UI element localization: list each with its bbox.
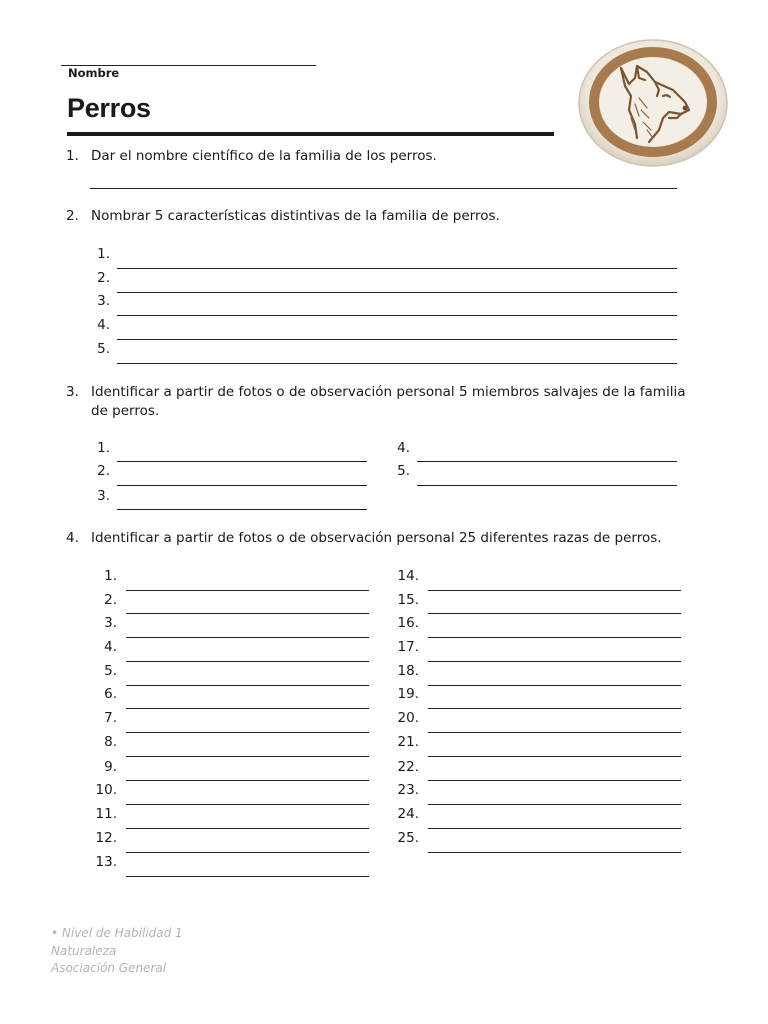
q4-item-number: 12. — [95, 830, 117, 846]
q4-item-number: 5. — [104, 663, 117, 679]
answer-line-q2[interactable] — [117, 268, 677, 269]
q4-item-number: 22. — [397, 759, 419, 775]
q4-item-number: 17. — [397, 639, 419, 655]
q4-item-number: 8. — [104, 734, 117, 750]
q3-item-number: 2. — [97, 463, 110, 479]
footer-category: Naturaleza — [51, 943, 117, 958]
q4-item-number: 3. — [104, 615, 117, 631]
answer-line-q4[interactable] — [126, 590, 369, 591]
answer-line-q4[interactable] — [126, 732, 369, 733]
q4-item-number: 1. — [104, 568, 117, 584]
q4-item-number: 9. — [104, 759, 117, 775]
answer-line-q4[interactable] — [126, 637, 369, 638]
q3-item-number: 5. — [397, 463, 410, 479]
title-divider — [67, 132, 554, 136]
q4-item-number: 10. — [95, 782, 117, 798]
question-1-text: Dar el nombre científico de la familia de los perros. — [91, 148, 437, 164]
q3-item-number: 4. — [397, 440, 410, 456]
answer-line-q4[interactable] — [126, 613, 369, 614]
q4-item-number: 11. — [95, 806, 117, 822]
question-2-number: 2. — [66, 208, 79, 224]
answer-line-q4[interactable] — [126, 852, 369, 853]
answer-line-q4[interactable] — [126, 685, 369, 686]
answer-line-q4[interactable] — [126, 708, 369, 709]
question-3-number: 3. — [66, 384, 79, 400]
footer-level: • Nivel de Habilidad 1 — [51, 926, 183, 940]
answer-line-q4[interactable] — [428, 756, 681, 757]
answer-line-q4[interactable] — [428, 590, 681, 591]
dog-head-badge-icon — [577, 38, 729, 168]
answer-line-q4[interactable] — [428, 685, 681, 686]
answer-line-q4[interactable] — [428, 780, 681, 781]
answer-line-q3[interactable] — [417, 461, 677, 462]
answer-line-q3[interactable] — [117, 461, 367, 462]
answer-line-q4[interactable] — [428, 613, 681, 614]
q4-item-number: 7. — [104, 710, 117, 726]
answer-line-q4[interactable] — [428, 804, 681, 805]
question-3-text-line1: Identificar a partir de fotos o de observación personal 5 miembros salvajes de la familia — [91, 384, 686, 400]
q2-item-number: 2. — [97, 270, 110, 286]
q4-item-number: 13. — [95, 854, 117, 870]
footer-info — [51, 925, 183, 978]
q4-item-number: 21. — [397, 734, 419, 750]
q4-item-number: 18. — [397, 663, 419, 679]
q4-item-number: 24. — [397, 806, 419, 822]
answer-line-q2[interactable] — [117, 339, 677, 340]
question-4-number: 4. — [66, 530, 79, 546]
q4-item-number: 19. — [397, 686, 419, 702]
answer-line-q3[interactable] — [117, 485, 367, 486]
answer-line-q4[interactable] — [428, 637, 681, 638]
q4-item-number: 14. — [397, 568, 419, 584]
answer-line-q2[interactable] — [117, 363, 677, 364]
answer-line-q4[interactable] — [126, 876, 369, 877]
question-4-text: Identificar a partir de fotos o de observación personal 25 diferentes razas de perros. — [91, 530, 662, 546]
q2-item-number: 5. — [97, 341, 110, 357]
q4-item-number: 25. — [397, 830, 419, 846]
answer-line-q3[interactable] — [117, 509, 367, 510]
name-label: Nombre — [68, 66, 120, 80]
q4-item-number: 16. — [397, 615, 419, 631]
answer-line-q2[interactable] — [117, 315, 677, 316]
q2-item-number: 1. — [97, 246, 110, 262]
answer-line-q4[interactable] — [126, 804, 369, 805]
q3-item-number: 1. — [97, 440, 110, 456]
answer-line-q4[interactable] — [428, 852, 681, 853]
q4-item-number: 2. — [104, 592, 117, 608]
answer-line-q3[interactable] — [417, 485, 677, 486]
page-title: Perros — [67, 93, 151, 123]
answer-line-q4[interactable] — [126, 661, 369, 662]
answer-line-q2[interactable] — [117, 292, 677, 293]
answer-line-q4[interactable] — [428, 708, 681, 709]
answer-line-q1[interactable] — [90, 188, 677, 189]
footer-organization: Asociación General — [51, 961, 167, 975]
question-3-text-line2: de perros. — [91, 403, 160, 419]
q4-item-number: 15. — [397, 592, 419, 608]
q4-item-number: 4. — [104, 639, 117, 655]
answer-line-q4[interactable] — [428, 661, 681, 662]
question-1-number: 1. — [66, 148, 79, 164]
answer-line-q4[interactable] — [428, 828, 681, 829]
q4-item-number: 6. — [104, 686, 117, 702]
q4-item-number: 20. — [397, 710, 419, 726]
q2-item-number: 4. — [97, 317, 110, 333]
answer-line-q4[interactable] — [126, 756, 369, 757]
answer-line-q4[interactable] — [126, 780, 369, 781]
answer-line-q4[interactable] — [126, 828, 369, 829]
answer-line-q4[interactable] — [428, 732, 681, 733]
q3-item-number: 3. — [97, 488, 110, 504]
question-2-text: Nombrar 5 características distintivas de la familia de perros. — [91, 208, 500, 224]
q2-item-number: 3. — [97, 293, 110, 309]
q4-item-number: 23. — [397, 782, 419, 798]
